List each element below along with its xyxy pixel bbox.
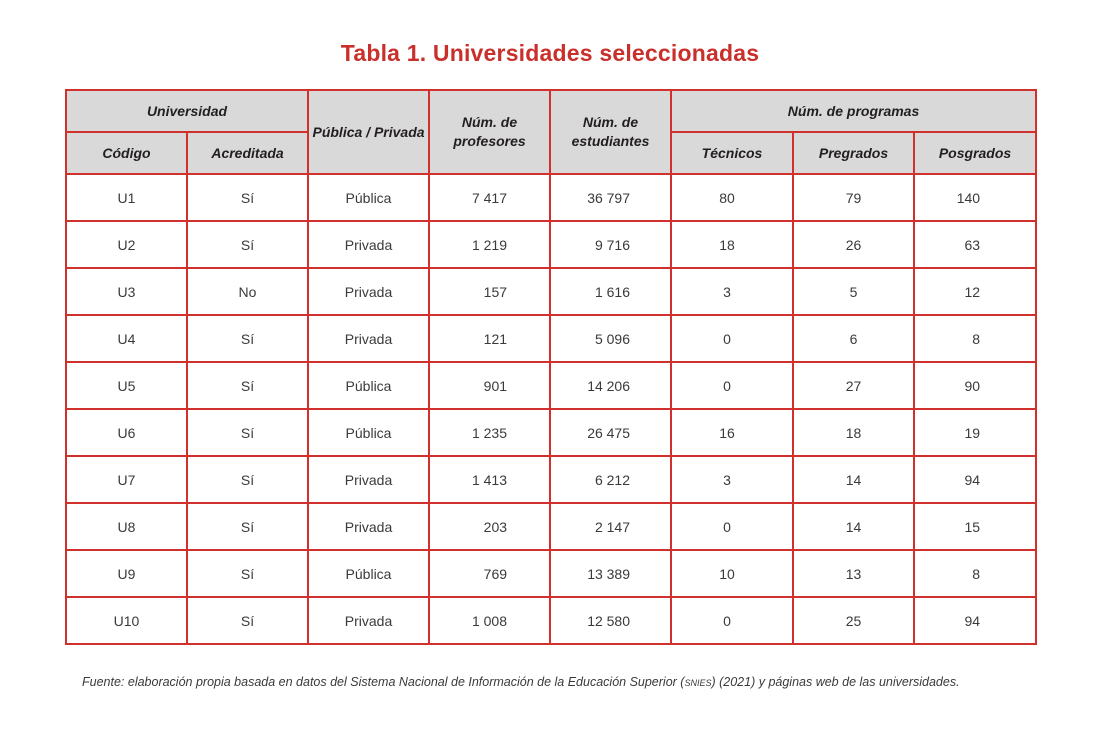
cell-posgrados: 15: [914, 503, 1036, 550]
cell-tecnicos: 0: [671, 315, 793, 362]
cell-tipo: Privada: [308, 315, 429, 362]
cell-pregrados: 6: [793, 315, 914, 362]
table-row: [66, 409, 1036, 456]
cell-acreditada: Sí: [187, 409, 308, 456]
header-codigo: Código: [66, 132, 187, 174]
source-suffix: ) (2021) y páginas web de las universidades.: [711, 675, 960, 689]
cell-codigo: U6: [66, 409, 187, 456]
cell-estudiantes: 13 389: [550, 550, 671, 597]
cell-tecnicos: 0: [671, 597, 793, 644]
table-row: [66, 503, 1036, 550]
cell-codigo: U8: [66, 503, 187, 550]
cell-tecnicos: 10: [671, 550, 793, 597]
cell-tecnicos: 16: [671, 409, 793, 456]
cell-tipo: Pública: [308, 174, 429, 221]
cell-pregrados: 14: [793, 456, 914, 503]
source-note: [82, 675, 960, 689]
universities-table: [65, 89, 1037, 645]
header-num-estudiantes: Núm. de estudiantes: [550, 90, 671, 174]
cell-acreditada: Sí: [187, 503, 308, 550]
table-row: [66, 550, 1036, 597]
table-row: [66, 362, 1036, 409]
cell-estudiantes: 5 096: [550, 315, 671, 362]
cell-profesores: 901: [429, 362, 550, 409]
cell-posgrados: 94: [914, 597, 1036, 644]
cell-profesores: 1 219: [429, 221, 550, 268]
cell-pregrados: 26: [793, 221, 914, 268]
header-num-profesores: Núm. de profesores: [429, 90, 550, 174]
cell-pregrados: 25: [793, 597, 914, 644]
table-row: [66, 174, 1036, 221]
cell-pregrados: 5: [793, 268, 914, 315]
cell-acreditada: Sí: [187, 550, 308, 597]
cell-profesores: 121: [429, 315, 550, 362]
cell-estudiantes: 36 797: [550, 174, 671, 221]
cell-acreditada: Sí: [187, 221, 308, 268]
header-tecnicos: Técnicos: [671, 132, 793, 174]
cell-codigo: U3: [66, 268, 187, 315]
cell-posgrados: 140: [914, 174, 1036, 221]
cell-estudiantes: 6 212: [550, 456, 671, 503]
source-acronym: snies: [684, 675, 712, 689]
table-row: [66, 221, 1036, 268]
table-body: [66, 174, 1036, 644]
cell-pregrados: 27: [793, 362, 914, 409]
cell-profesores: 1 235: [429, 409, 550, 456]
cell-tipo: Pública: [308, 409, 429, 456]
cell-profesores: 1 413: [429, 456, 550, 503]
header-publica-privada: Pública / Privada: [308, 90, 429, 174]
cell-profesores: 7 417: [429, 174, 550, 221]
cell-profesores: 769: [429, 550, 550, 597]
cell-tipo: Privada: [308, 456, 429, 503]
cell-tecnicos: 0: [671, 362, 793, 409]
cell-posgrados: 19: [914, 409, 1036, 456]
cell-codigo: U7: [66, 456, 187, 503]
cell-codigo: U4: [66, 315, 187, 362]
cell-estudiantes: 9 716: [550, 221, 671, 268]
source-prefix: Fuente: elaboración propia basada en datos del Sistema Nacional de Información de la Educación Superior (: [82, 675, 685, 689]
table-title: Tabla 1. Universidades seleccionadas: [340, 40, 760, 66]
cell-posgrados: 90: [914, 362, 1036, 409]
table-row: [66, 268, 1036, 315]
cell-posgrados: 8: [914, 550, 1036, 597]
cell-acreditada: No: [187, 268, 308, 315]
header-acreditada: Acreditada: [187, 132, 308, 174]
cell-acreditada: Sí: [187, 456, 308, 503]
cell-acreditada: Sí: [187, 315, 308, 362]
header-num-programas: Núm. de programas: [671, 90, 1036, 132]
cell-profesores: 1 008: [429, 597, 550, 644]
cell-codigo: U9: [66, 550, 187, 597]
header-universidad: Universidad: [66, 90, 308, 132]
cell-estudiantes: 26 475: [550, 409, 671, 456]
table-row: [66, 597, 1036, 644]
cell-profesores: 157: [429, 268, 550, 315]
cell-codigo: U5: [66, 362, 187, 409]
cell-tecnicos: 80: [671, 174, 793, 221]
cell-acreditada: Sí: [187, 174, 308, 221]
cell-pregrados: 13: [793, 550, 914, 597]
cell-posgrados: 8: [914, 315, 1036, 362]
cell-posgrados: 12: [914, 268, 1036, 315]
cell-tipo: Pública: [308, 550, 429, 597]
cell-tecnicos: 18: [671, 221, 793, 268]
table-row: [66, 315, 1036, 362]
cell-tipo: Privada: [308, 597, 429, 644]
cell-estudiantes: 2 147: [550, 503, 671, 550]
cell-tipo: Privada: [308, 221, 429, 268]
cell-pregrados: 79: [793, 174, 914, 221]
cell-tipo: Privada: [308, 268, 429, 315]
cell-tecnicos: 3: [671, 268, 793, 315]
cell-posgrados: 94: [914, 456, 1036, 503]
cell-acreditada: Sí: [187, 362, 308, 409]
cell-estudiantes: 1 616: [550, 268, 671, 315]
cell-codigo: U2: [66, 221, 187, 268]
cell-codigo: U1: [66, 174, 187, 221]
cell-tipo: Privada: [308, 503, 429, 550]
cell-codigo: U10: [66, 597, 187, 644]
cell-tecnicos: 0: [671, 503, 793, 550]
cell-profesores: 203: [429, 503, 550, 550]
cell-acreditada: Sí: [187, 597, 308, 644]
cell-tipo: Pública: [308, 362, 429, 409]
table-row: [66, 456, 1036, 503]
cell-posgrados: 63: [914, 221, 1036, 268]
cell-estudiantes: 14 206: [550, 362, 671, 409]
cell-tecnicos: 3: [671, 456, 793, 503]
header-pregrados: Pregrados: [793, 132, 914, 174]
header-posgrados: Posgrados: [914, 132, 1036, 174]
cell-pregrados: 18: [793, 409, 914, 456]
cell-estudiantes: 12 580: [550, 597, 671, 644]
cell-pregrados: 14: [793, 503, 914, 550]
